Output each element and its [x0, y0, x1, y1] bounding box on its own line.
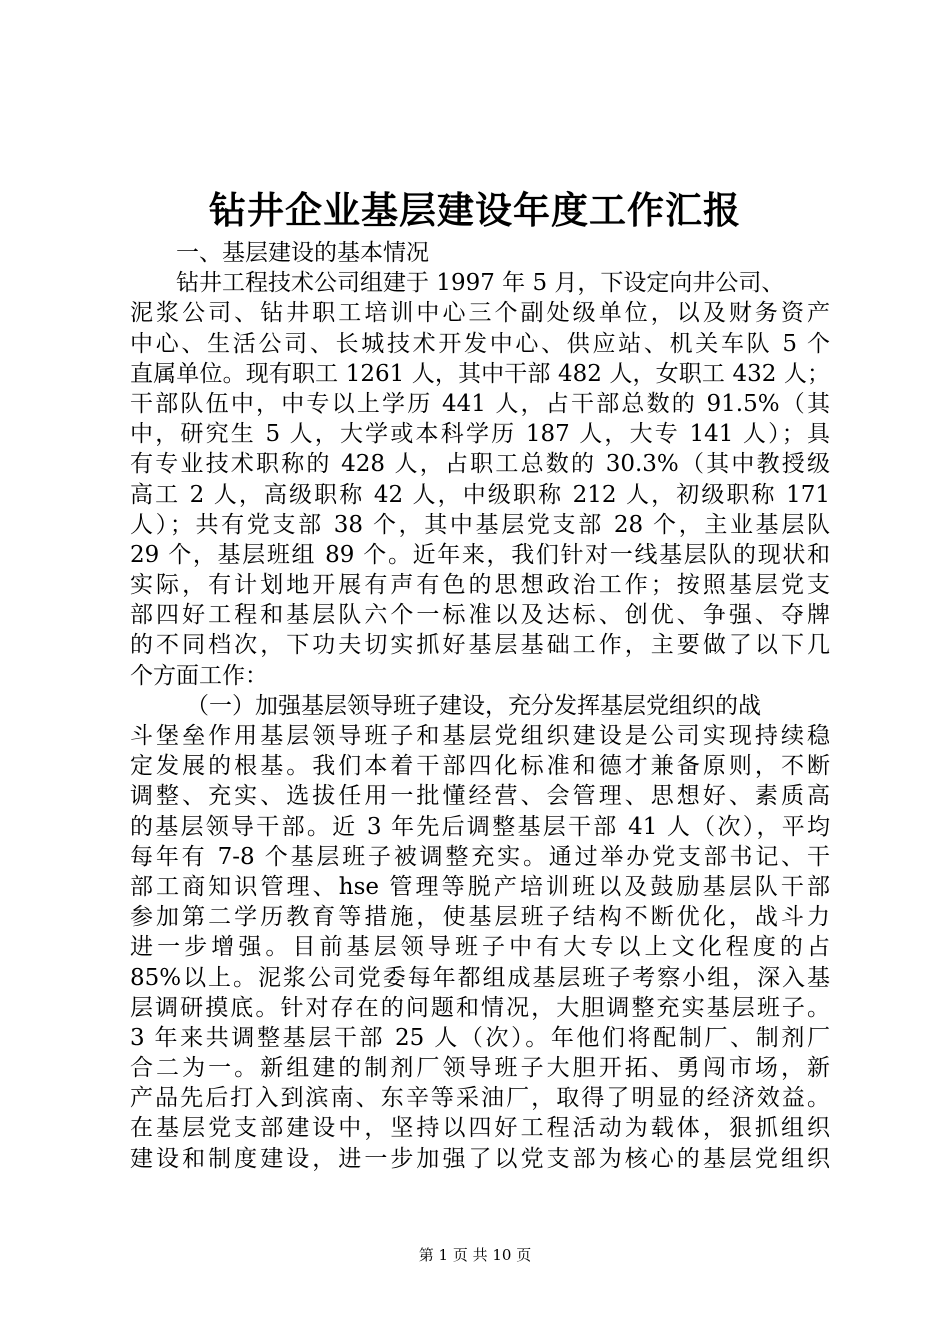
paragraph-line: 干部队伍中，中专以上学历 441 人，占干部总数的 91.5%（其 [130, 390, 830, 417]
paragraph-line: 的不同档次，下功夫切实抓好基层基础工作，主要做了以下几 [130, 632, 830, 659]
paragraph-line: 中心、生活公司、长城技术开发中心、供应站、机关车队 5 个 [130, 330, 830, 357]
paragraph-line: 每年有 7-8 个基层班子被调整充实。通过举办党支部书记、干 [130, 843, 830, 870]
section-heading: 一、基层建设的基本情况 [176, 240, 429, 266]
paragraph-line: 斗堡垒作用基层领导班子和基层党组织建设是公司实现持续稳 [130, 723, 830, 749]
paragraph-line: 调整、充实、选拔任用一批懂经营、会管理、思想好、素质高 [130, 783, 830, 810]
paragraph-line: 进一步增强。目前基层领导班子中有大专以上文化程度的占 [130, 934, 830, 961]
paragraph-line: 泥浆公司、钻井职工培训中心三个副处级单位，以及财务资产 [130, 300, 830, 327]
document-title: 钻井企业基层建设年度工作汇报 [209, 188, 741, 232]
paragraph-line: 产品先后打入到滨南、东辛等采油厂，取得了明显的经济效益。 [130, 1085, 830, 1112]
paragraph-line: 中，研究生 5 人，大学或本科学历 187 人，大专 141 人）；具 [130, 421, 830, 448]
paragraph-line: 合二为一。新组建的制剂厂领导班子大胆开拓、勇闯市场，新 [130, 1055, 830, 1082]
paragraph-line: 有专业技术职称的 428 人，占职工总数的 30.3%（其中教授级 [130, 451, 830, 478]
paragraph-line: 参加第二学历教育等措施，使基层班子结构不断优化，战斗力 [130, 904, 830, 931]
paragraph-line: （一）加强基层领导班子建设，充分发挥基层党组织的战 [186, 692, 761, 719]
paragraph-line: 建设和制度建设，进一步加强了以党支部为核心的基层党组织 [130, 1145, 830, 1172]
paragraph-1 [130, 268, 830, 691]
paragraph-line: 实际，有计划地开展有声有色的思想政治工作；按照基层党支 [130, 572, 830, 599]
paragraph-line: 个方面工作： [130, 662, 268, 689]
paragraph-line: 在基层党支部建设中，坚持以四好工程活动为载体，狠抓组织 [130, 1115, 830, 1142]
paragraph-line: 的基层领导干部。近 3 年先后调整基层干部 41 人（次），平均 [130, 813, 830, 840]
paragraph-2 [130, 691, 830, 1174]
paragraph-line: 钻井工程技术公司组建于 1997 年 5 月，下设定向井公司、 [176, 270, 785, 297]
paragraph-line: 85%以上。泥浆公司党委每年都组成基层班子考察小组，深入基 [130, 964, 830, 991]
page-number-footer: 第 1 页 共 10 页 [418, 1246, 532, 1264]
paragraph-line: 部四好工程和基层队六个一标准以及达标、创优、争强、夺牌 [130, 602, 830, 629]
paragraph-line: 直属单位。现有职工 1261 人，其中干部 482 人，女职工 432 人； [130, 360, 830, 387]
paragraph-line: 29 个，基层班组 89 个。近年来，我们针对一线基层队的现状和 [130, 541, 830, 568]
paragraph-line: 高工 2 人，高级职称 42 人，中级职称 212 人，初级职称 171 [130, 481, 830, 508]
paragraph-line: 层调研摸底。针对存在的问题和情况，大胆调整充实基层班子。 [130, 994, 830, 1021]
paragraph-line: 人）；共有党支部 38 个，其中基层党支部 28 个，主业基层队 [130, 511, 830, 538]
paragraph-line: 定发展的根基。我们本着干部四化标准和德才兼备原则，不断 [130, 753, 830, 780]
document-body [130, 238, 830, 1174]
paragraph-line: 3 年来共调整基层干部 25 人（次）。年他们将配制厂、制剂厂 [130, 1024, 830, 1051]
paragraph-line: 部工商知识管理、hse 管理等脱产培训班以及鼓励基层队干部 [130, 873, 830, 900]
